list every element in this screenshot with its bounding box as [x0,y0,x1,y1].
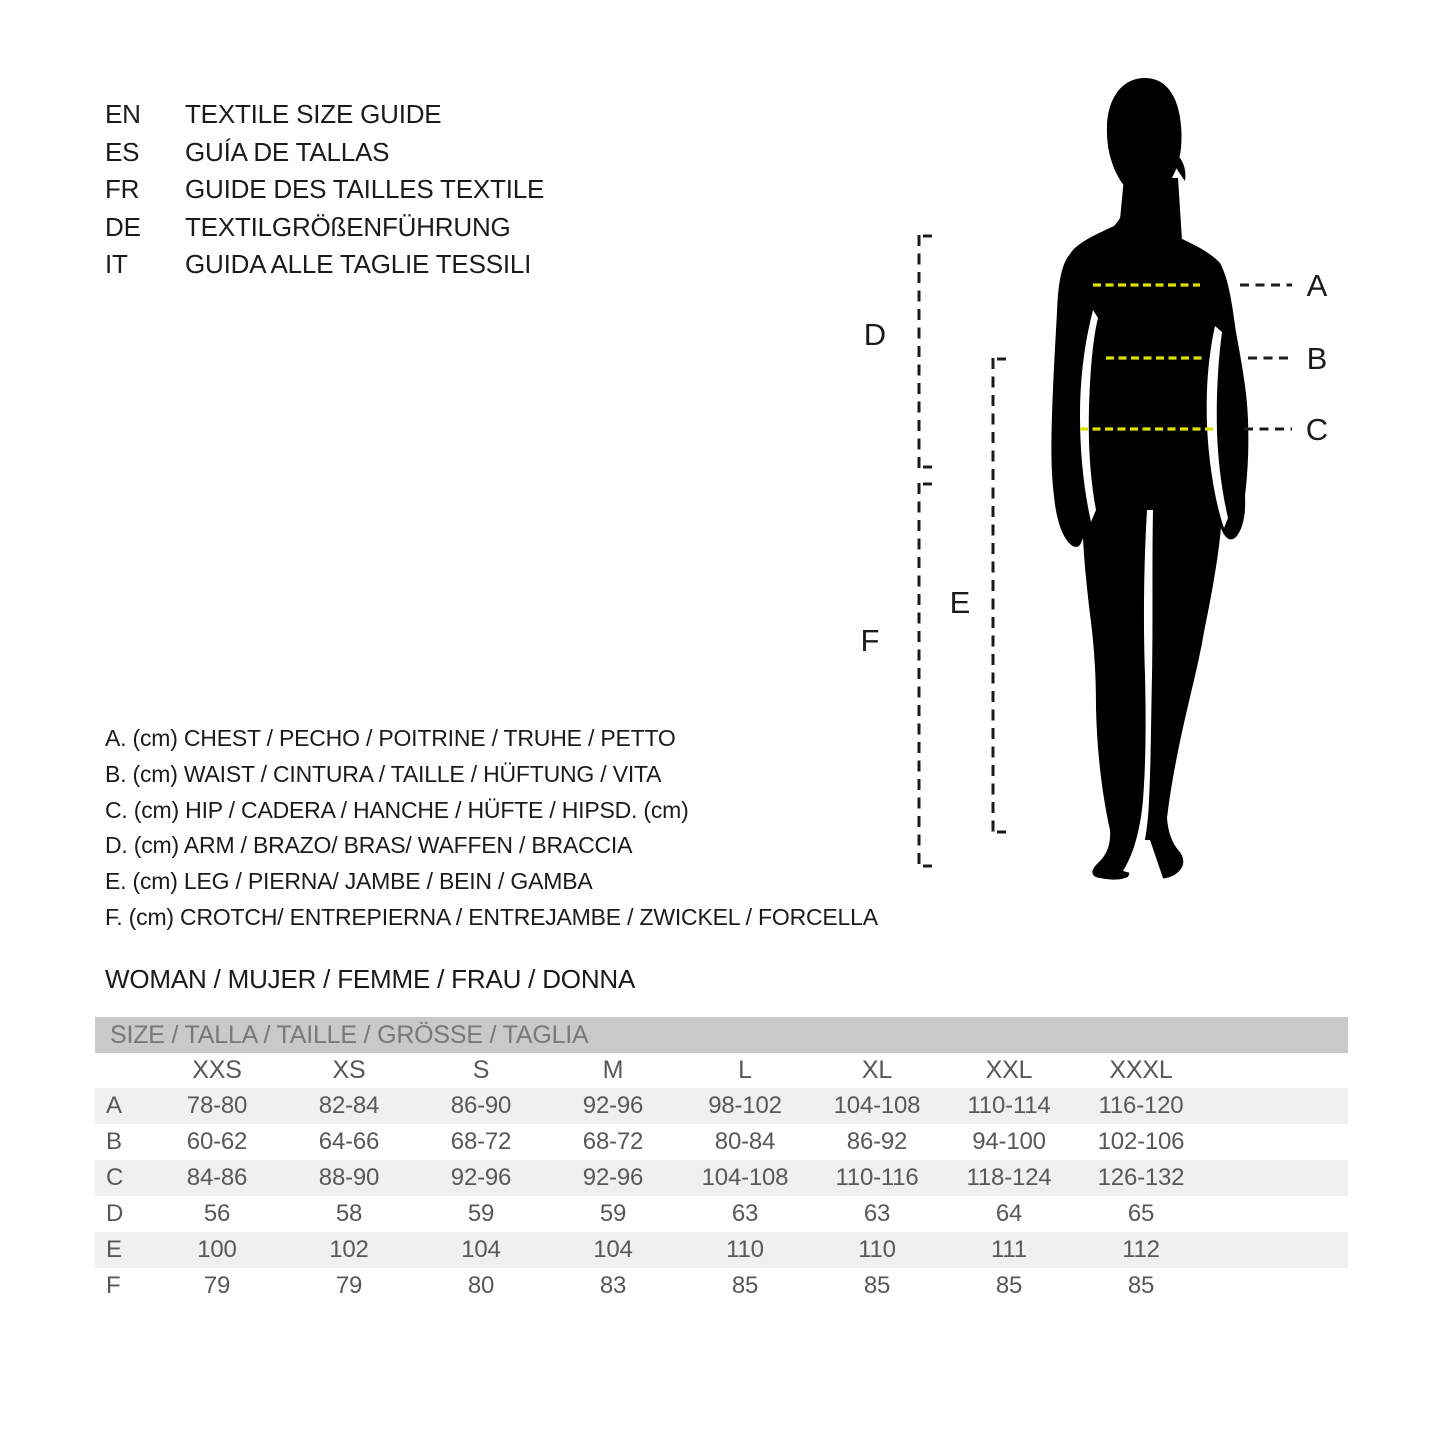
table-cell: 102 [329,1236,369,1263]
table-cell: 85 [1127,1272,1155,1299]
language-code: EN [105,99,141,130]
size-col-header: L [738,1056,752,1084]
table-cell: 118-124 [966,1164,1052,1191]
table-cell: 94-100 [972,1128,1046,1155]
table-cell: 126-132 [1097,1164,1185,1191]
size-col-header: M [602,1056,624,1084]
label-hip: C [1305,412,1329,447]
table-cell: 110-116 [835,1164,919,1191]
woman-silhouette-diagram [830,60,1400,940]
table-cell: 86-92 [846,1128,908,1155]
table-cell: 104 [593,1236,633,1263]
table-cell: 64-66 [318,1128,380,1155]
table-cell: 104-108 [701,1164,789,1191]
table-cell: 104-108 [833,1092,921,1119]
language-code: IT [105,249,128,280]
language-row [105,134,544,172]
table-row [95,1088,1348,1124]
table-cell: 79 [203,1272,231,1299]
table-cell: 110 [726,1236,764,1263]
definition-crotch: F. (cm) CROTCH/ ENTREPIERNA / ENTREJAMBE / ZWICKEL / FORCELLA [105,903,878,930]
definition-waist: B. (cm) WAIST / CINTURA / TAILLE / HÜFTUNG / VITA [105,761,662,788]
definition-arm: D. (cm) ARM / BRAZO/ BRAS/ WAFFEN / BRACCIA [105,832,633,859]
table-cell: 116-120 [1098,1092,1184,1119]
table-cell: 102-106 [1097,1128,1185,1155]
row-label: A [106,1092,122,1119]
table-header-bar: SIZE / TALLA / TAILLE / GRÖSSE / TAGLIA [95,1017,1348,1053]
label-arm: D [863,317,887,352]
label-crotch: F [860,623,880,658]
definition-leg: E. (cm) LEG / PIERNA/ JAMBE / BEIN / GAMBA [105,868,593,895]
size-col-header: XS [332,1056,366,1084]
language-title: GUÍA DE TALLAS [185,136,390,167]
label-leg: E [949,585,971,620]
table-row [95,1232,1348,1268]
table-cell: 85 [863,1272,891,1299]
table-cell: 63 [863,1200,891,1227]
table-cell: 84-86 [186,1164,248,1191]
table-cell: 111 [991,1236,1027,1263]
table-row [95,1124,1348,1160]
row-label: C [106,1164,124,1191]
table-cell: 78-80 [186,1092,248,1119]
language-title: TEXTILE SIZE GUIDE [185,99,442,130]
table-cell: 80 [467,1272,495,1299]
table-cell: 82-84 [318,1092,380,1119]
table-cell: 110-114 [967,1092,1051,1119]
table-cell: 92-96 [582,1092,644,1119]
row-label: B [106,1128,122,1155]
table-cell: 85 [995,1272,1023,1299]
table-cell: 110 [858,1236,896,1263]
language-code: FR [105,174,140,205]
table-cell: 68-72 [450,1128,512,1155]
row-label: D [106,1200,124,1227]
table-cell: 92-96 [582,1164,644,1191]
label-chest: A [1306,268,1328,303]
size-col-header: XL [861,1056,893,1084]
language-title: TEXTILGRÖßENFÜHRUNG [185,211,511,242]
table-cell: 79 [335,1272,363,1299]
definition-hip: C. (cm) HIP / CADERA / HANCHE / HÜFTE / HIPSD. (cm) [105,796,689,823]
table-cell: 68-72 [582,1128,644,1155]
crotch-length-line [919,483,932,867]
arm-length-line [919,235,932,468]
language-row [105,209,544,247]
table-cell: 63 [731,1200,759,1227]
language-row [105,96,544,134]
table-cell: 65 [1127,1200,1155,1227]
leg-length-line [993,358,1006,833]
row-label: F [106,1272,121,1299]
table-cell: 83 [599,1272,627,1299]
size-col-header: XXL [985,1056,1033,1084]
measurement-figure [830,60,1400,940]
language-title-block [105,96,544,284]
table-cell: 98-102 [708,1092,782,1119]
language-code: DE [105,211,141,242]
table-cell: 60-62 [186,1128,248,1155]
size-header-row [95,1053,1348,1088]
size-col-header: XXXL [1109,1056,1173,1084]
table-cell: 56 [203,1200,231,1227]
table-cell: 58 [335,1200,363,1227]
language-row [105,171,544,209]
size-table [95,1017,1348,1304]
measurement-definitions [105,721,878,935]
language-row [105,246,544,284]
label-waist: B [1306,341,1328,376]
definition-chest: A. (cm) CHEST / PECHO / POITRINE / TRUHE / PETTO [105,725,676,752]
language-code: ES [105,136,140,167]
size-col-header: S [472,1056,490,1084]
language-title: GUIDA ALLE TAGLIE TESSILI [185,249,532,280]
language-title: GUIDE DES TAILLES TEXTILE [185,174,545,205]
table-cell: 80-84 [714,1128,776,1155]
table-row [95,1196,1348,1232]
table-cell: 88-90 [318,1164,380,1191]
table-row [95,1268,1348,1304]
table-cell: 59 [599,1200,627,1227]
table-cell: 85 [731,1272,759,1299]
table-cell: 92-96 [450,1164,512,1191]
size-col-header: XXS [192,1056,242,1084]
table-cell: 112 [1122,1236,1160,1263]
section-heading-woman: WOMAN / MUJER / FEMME / FRAU / DONNA [105,964,636,994]
table-cell: 64 [995,1200,1023,1227]
row-label: E [106,1236,122,1263]
table-row [95,1160,1348,1196]
table-cell: 59 [467,1200,495,1227]
table-cell: 104 [461,1236,501,1263]
table-cell: 86-90 [450,1092,512,1119]
table-cell: 100 [197,1236,237,1263]
